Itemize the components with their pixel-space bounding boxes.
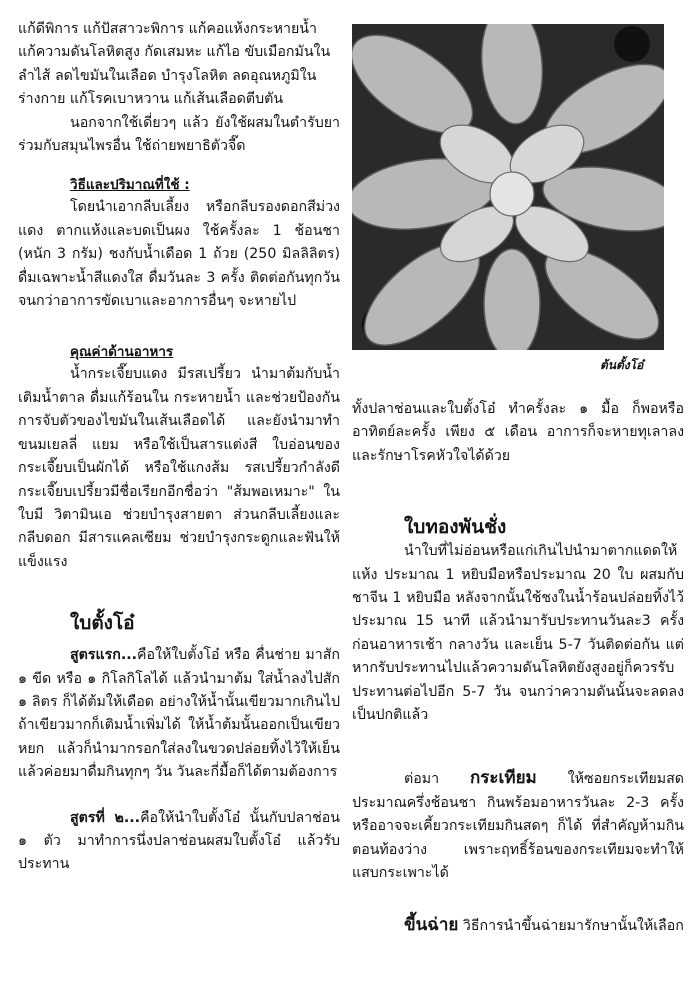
celery-heading: ขี้นฉ่าย xyxy=(404,914,459,935)
garlic-heading: กระเทียม xyxy=(470,768,537,789)
intro-paragraph-2: นอกจากใช้เดี่ยวๆ แล้ว ยังใช้ผสมในตำรับยาร่วมกับสมุนไพรอื่น ใช้ถ่ายพยาธิตัวจี๊ด xyxy=(18,114,340,155)
celery-text: วิธีการนำขึ้นฉ่ายมารักษานั้นให้เลือก xyxy=(462,917,684,934)
right-paragraph-1: ทั้งปลาช่อนและใบตั้งโอ๋ ทำครั้งละ ๑ มื้อ ก็พอหรืออาทิตย์ละครั้ง เพียง ๕ เดือน อาการก็จะหายทุเลาลงและรักษาโรคหัวใจได้ด้วย xyxy=(352,401,684,464)
photo-caption: ต้นตั้งโอ๋ xyxy=(600,358,644,372)
formula-2-text: คือให้นำใบตั้งโอ๋ นั้นกับปลาช่อน ๑ ตัว มาทำการนึ่งปลาช่อนผสมใบตั้งโอ๋ แล้วรับประทาน xyxy=(18,809,340,873)
formula-1-text: คือให้ใบตั้งโอ๋ หรือ คื่นช่าย มาสัก ๑ ขีด หรือ ๑ กิโลกิโลได้ แล้วนำมาต้ม ใส่น้ำลงไปสัก ๑ ลิตร ก็ได้ต้มให้เดือด อย่างให้น้ำนั้นเขียวมากเกินไป ถ้าเขียวมากก็เติมน้ำเพิ่มได้ ให้น้ำต้มนั้นออกเป็นเขียวหยก แล้วก็นำมากรอกใส่ลงในขวดปล่อยทิ้งไว้ให้เย็น แล้วค่อยมาดื่มกินทุกๆ วัน วันละกี่มื้อก็ได้ตามต้องการ xyxy=(18,647,340,781)
intro-line-2: แก้ความดันโลหิตสูง กัดเสมหะ แก้ไอ ขับเมือกมันใน xyxy=(18,44,331,61)
formula-2-label: สูตรที่ ๒... xyxy=(70,809,141,826)
left-column xyxy=(18,18,340,877)
plant-illustration xyxy=(352,24,664,350)
food-value-heading: คุณค่าด้านอาหาร xyxy=(70,344,174,361)
garlic-text: ให้ซอยกระเทียมสด ประมาณครึ่งช้อนชา กินพร้อมอาหารวันละ 2-3 ครั้ง หรืออาจจะเคี้ยวกระเทียมกินสดๆ ก็ได้ ที่สำคัญห้ามกินตอนท้องว่าง เพราะฤทธิ์ร้อนของกระเทียมจะทำให้แสบกระเพาะได้ xyxy=(352,771,685,882)
right-paragraph-2: นำใบที่ไม่อ่อนหรือแก่เกินไปนำมาตากแดดให้แห้ง ประมาณ 1 หยิบมือหรือประมาณ 20 ใบ ผสมกับชาจีน 1 หยิบมือ หลังจากนั้นใช้ชงในน้ำร้อนปล่อยทิ้งไว้ประมาณ 15 นาที แล้วนำมารับประทานวันละ3 ครั้ง ก่อนอาหารเช้า กลางวัน และเย็น 5-7 วันติดต่อกัน แต่หากรับประทานไปแล้วความดันโลหิตยังสูงอยู่ก็ควรรับประทานต่อไปอีก 5-7 วัน จนกว่าความดันนั้นจะลดลงเป็นปกติแล้ว xyxy=(352,543,684,724)
intro-line-1: แก้ดีพิการ แก้ปัสสาวะพิการ แก้คอแห้งกระหายน้ำ xyxy=(18,21,317,37)
right-paragraph-4 xyxy=(352,914,684,938)
formula-1-paragraph xyxy=(18,644,340,784)
intro-line-3: ลำไส้ ลดไขมันในเลือด บำรุงโลหิต ลดอุณหภูมิใน xyxy=(18,67,317,84)
method-text: โดยนำเอากลีบเลี้ยง หรือกลีบรองดอกสีม่วงแดง ตากแห้งและบดเป็นผง ใช้ครั้งละ 1 ช้อนชา (หนัก 3 กรัม) ชงกับน้ำเดือด 1 ถ้วย (250 มิลลิลิตร) ดื่มเฉพาะน้ำสีแดงใส ดื่มวันละ 3 ครั้ง ติดต่อกันทุกวันจนกว่าอาการขัดเบาและอาการอื่นๆ จะหายไป xyxy=(18,199,340,310)
right-paragraph-3 xyxy=(352,767,684,885)
plant-photo xyxy=(352,24,664,350)
formula-1-label: สูตรแรก... xyxy=(70,647,138,664)
section-title-celery-leaf: ใบตั้งโอ๋ xyxy=(70,612,135,635)
food-value-text: น้ำกระเจี๊ยบแดง มีรสเปรี้ยว นำมาต้มกับน้ำเติมน้ำตาล ดื่มแก้ร้อนใน กระหายน้ำ และช่วยป้องกันการจับตัวของไขมันในเส้นเลือดได้ และยังนำมาทำขนมเยลลี่ แยม หรือใช้เป็นสารแต่งสี ใบอ่อนของกระเจี๊ยบเป็นผักได้ หรือใช้แกงส้ม รสเปรี้ยวกำลังดี กระเจี๊ยบเปรี้ยวมีชื่อเรียกอีกชื่อว่า "ส้มพอเหมาะ" ในใบมี วิตามินเอ ช่วยบำรุงสายตา ส่วนกลีบเลี้ยงและกลีบดอก มีสารแคลเซียม ช่วยบำรุงกระดูกและฟันให้แข็งแรง xyxy=(18,366,340,570)
right-column xyxy=(352,398,684,938)
intro-line-4: ร่างกาย แก้โรคเบาหวาน แก้เส้นเลือดตีบตัน xyxy=(18,91,284,108)
garlic-prefix: ต่อมา xyxy=(404,771,440,788)
section-title-thong-phan-chang: ใบทองพันชั่ง xyxy=(404,516,507,539)
method-heading: วิธีและปริมาณที่ใช้ : xyxy=(70,177,190,194)
formula-2-paragraph xyxy=(18,807,340,877)
